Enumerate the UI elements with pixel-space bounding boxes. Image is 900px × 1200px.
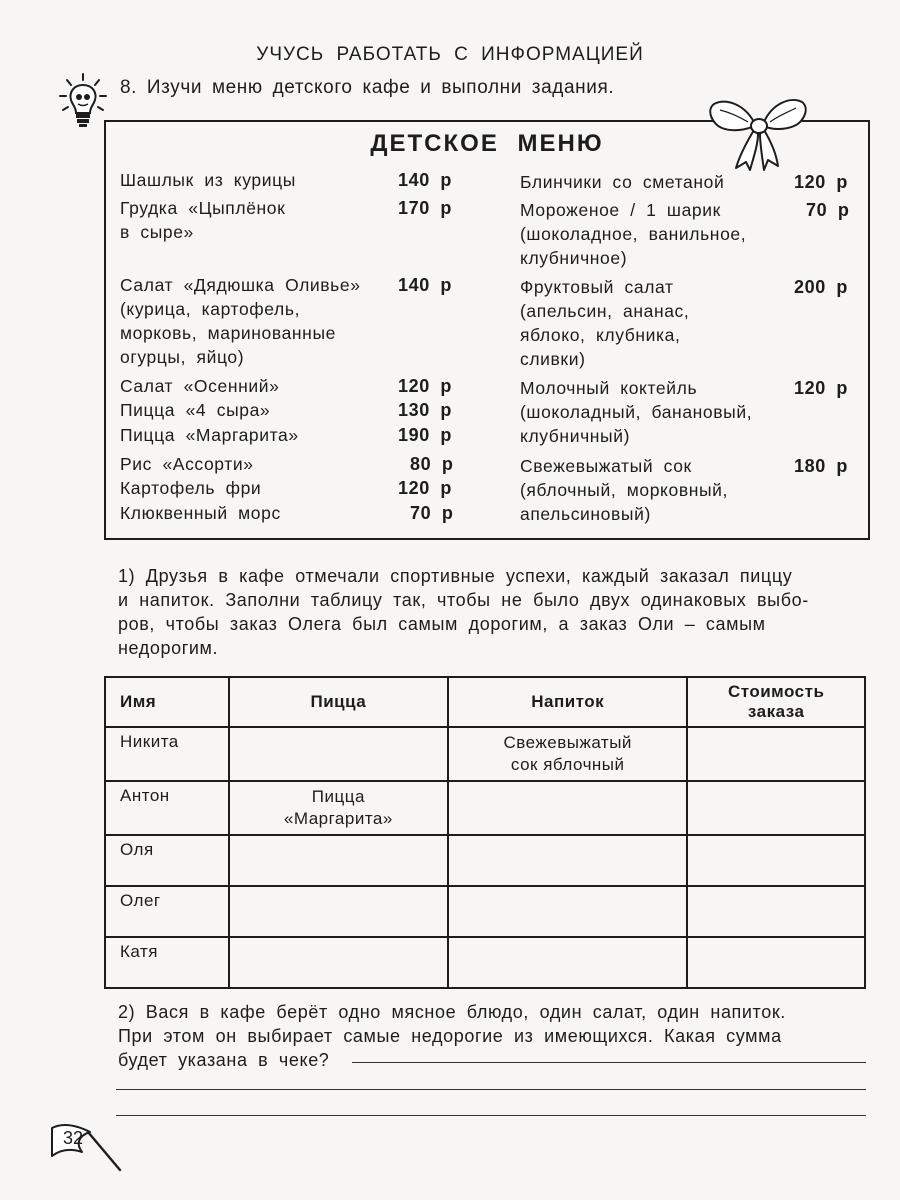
menu-item-price: 200 р [794,277,849,297]
menu-item-name: Фруктовый салат (апельсин, ананас, яблоко, клубника, сливки) [520,277,690,369]
menu-item-name: Шашлык из курицы [120,170,296,190]
cell-pizza[interactable] [229,835,448,886]
table-row [105,835,865,886]
menu-item-price: 140 р [398,170,453,190]
cell-cost[interactable] [687,835,865,886]
cell-drink[interactable] [448,835,687,886]
menu-item-name: Пицца «4 сыра» [120,400,271,420]
cell-name: Никита [105,727,229,781]
cell-drink[interactable] [448,886,687,937]
menu-item-price: 170 р [398,198,453,218]
menu-title: ДЕТСКОЕ МЕНЮ [370,130,604,157]
table-header-row [105,677,865,727]
question-2-line: будет указана в чеке? [118,1050,330,1070]
menu-item-name: Рис «Ассорти» [120,454,254,474]
cell-drink[interactable]: Свежевыжатый сок яблочный [448,727,687,781]
page-number: 32 [63,1128,84,1148]
menu-item-price: 70 р [410,503,454,523]
cell-name: Антон [105,781,229,835]
question-1-line: 1) Друзья в кафе отмечали спортивные успехи, каждый заказал пиццу [118,566,793,586]
table-row [105,781,865,835]
cell-cost[interactable] [687,937,865,988]
question-2-line: При этом он выбирает самые недорогие из имеющихся. Какая сумма [118,1026,782,1046]
menu-item-price: 140 р [398,275,453,295]
menu-item-name: Мороженое / 1 шарик (шоколадное, ванильное, клубничное) [520,200,747,268]
menu-item-price: 180 р [794,456,849,476]
header-name: Имя [105,677,229,727]
menu-item-price: 120 р [794,378,849,398]
cell-drink[interactable] [448,937,687,988]
menu-item-name: Грудка «Цыплёнок в сыре» [120,198,286,242]
header-cost: Стоимость заказа [687,677,865,727]
answer-line[interactable] [352,1062,866,1063]
cell-pizza[interactable]: Пицца «Маргарита» [229,781,448,835]
cell-name: Оля [105,835,229,886]
menu-item-price: 190 р [398,425,453,445]
menu-item-price: 120 р [398,478,453,498]
menu-item-price: 130 р [398,400,453,420]
menu-item-price: 70 р [806,200,850,220]
menu-item-price: 120 р [398,376,453,396]
question-2-line: 2) Вася в кафе берёт одно мясное блюдо, один салат, один напиток. [118,1002,786,1022]
table-row [105,937,865,988]
question-1-line: недорогим. [118,638,219,658]
lightbulb-icon [58,72,108,130]
menu-item-name: Салат «Дядюшка Оливье» (курица, картофель, морковь, маринованные огурцы, яйцо) [120,275,361,367]
header-pizza: Пицца [229,677,448,727]
page-flag-icon [48,1118,124,1174]
menu-item-price: 120 р [794,172,849,192]
cell-cost[interactable] [687,886,865,937]
cell-name: Катя [105,937,229,988]
cell-pizza[interactable] [229,727,448,781]
header-drink: Напиток [448,677,687,727]
question-1-line: и напиток. Заполни таблицу так, чтобы не было двух одинаковых выбо- [118,590,809,610]
question-1 [118,564,878,660]
cell-pizza[interactable] [229,886,448,937]
table-row [105,727,865,781]
menu-item-name: Блинчики со сметаной [520,172,725,192]
menu-item-name: Салат «Осенний» [120,376,280,396]
menu-item-name: Молочный коктейль (шоколадный, банановый, клубничный) [520,378,753,446]
menu-item-name: Свежевыжатый сок (яблочный, морковный, апельсиновый) [520,456,729,524]
table-row [105,886,865,937]
menu-item-name: Клюквенный морс [120,503,281,523]
menu-item-name: Пицца «Маргарита» [120,425,299,445]
answer-line[interactable] [116,1089,866,1090]
orders-table [104,676,866,989]
question-1-line: ров, чтобы заказ Олега был самым дорогим, а заказ Оли – самым [118,614,766,634]
menu-item-price: 80 р [410,454,454,474]
cell-pizza[interactable] [229,937,448,988]
section-title: УЧУСЬ РАБОТАТЬ С ИНФОРМАЦИЕЙ [256,44,644,65]
cell-cost[interactable] [687,727,865,781]
cell-cost[interactable] [687,781,865,835]
cell-drink[interactable] [448,781,687,835]
menu-item-name: Картофель фри [120,478,262,498]
task-title: 8. Изучи меню детского кафе и выполни задания. [120,77,615,98]
answer-line[interactable] [116,1115,866,1116]
cell-name: Олег [105,886,229,937]
